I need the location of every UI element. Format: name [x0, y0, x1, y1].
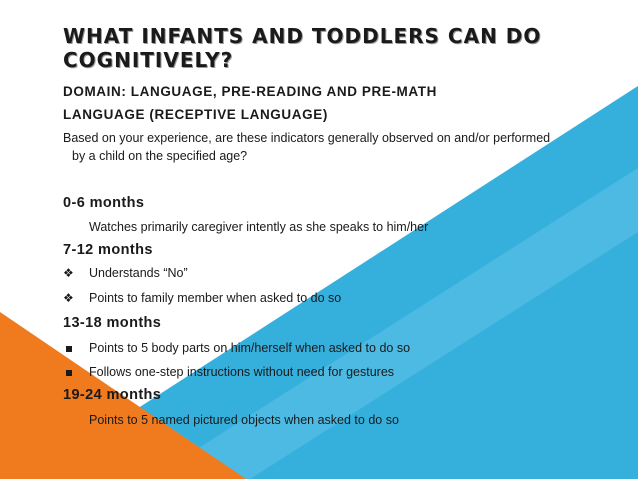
- title-line-2: COGNITIVELY?: [63, 48, 234, 72]
- indicator-text: Understands “No”: [89, 266, 188, 280]
- indicator-text: Points to 5 named pictured objects when asked to do so: [89, 413, 399, 427]
- intro-line-1: Based on your experience, are these indicators generally observed on and/or performed: [63, 131, 551, 145]
- indicator-text: Follows one-step instructions without need for gestures: [89, 365, 395, 379]
- indicator-text: Watches primarily caregiver intently as she speaks to him/her: [89, 220, 429, 234]
- age-heading-19-24: 19-24 months: [63, 387, 162, 403]
- diamond-bullet-icon: ❖: [63, 266, 74, 280]
- age-heading-0-6: 0-6 months: [63, 195, 145, 211]
- indicator-text: Points to 5 body parts on him/herself when asked to do so: [89, 341, 411, 355]
- domain-subheading: DOMAIN: LANGUAGE, PRE-READING AND PRE-MATH: [63, 84, 437, 99]
- age-heading-7-12: 7-12 months: [63, 242, 153, 258]
- square-bullet-icon: [66, 346, 72, 352]
- age-heading-13-18: 13-18 months: [63, 315, 162, 331]
- slide-title: [63, 24, 583, 72]
- indicator-text: Points to family member when asked to do so: [89, 291, 342, 305]
- intro-question: [63, 129, 583, 165]
- intro-line-2: by a child on the specified age?: [72, 149, 248, 163]
- square-bullet-icon: [66, 370, 72, 376]
- title-line-1: WHAT INFANTS AND TODDLERS CAN DO: [63, 24, 542, 48]
- language-subheading: LANGUAGE (RECEPTIVE LANGUAGE): [63, 107, 328, 122]
- diamond-bullet-icon: ❖: [63, 291, 74, 305]
